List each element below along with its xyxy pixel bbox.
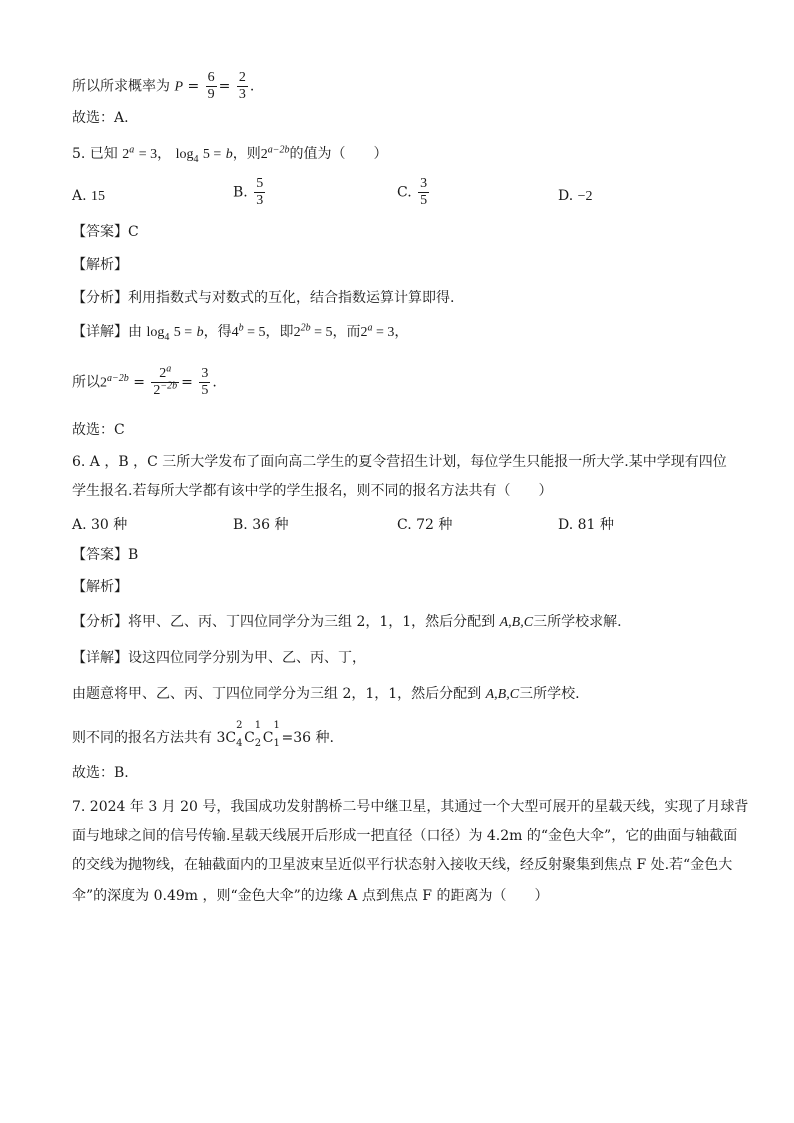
exp-a: a xyxy=(129,144,135,156)
log-base: 4 xyxy=(164,331,170,343)
fraction-result xyxy=(199,366,210,399)
comb-c4-2: 2 4 xyxy=(236,720,243,749)
p-variable: P xyxy=(174,79,184,95)
frac-den xyxy=(151,380,179,399)
q5-answer xyxy=(72,222,139,242)
grouping-end: 三所学校. xyxy=(519,686,580,702)
frac-den: 3 xyxy=(256,193,264,208)
xj-text: = 5，即 xyxy=(243,325,294,340)
answer-value: B xyxy=(128,547,139,563)
var-b: b xyxy=(225,147,233,162)
q5-fenxi xyxy=(72,288,454,308)
xiangjie-tag: 【详解】 xyxy=(72,324,128,340)
frac-den: 9 xyxy=(207,87,215,102)
answer-value: C xyxy=(128,224,139,240)
q5-option-c xyxy=(397,176,431,209)
xiangjie-tag: 【详解】 xyxy=(72,650,128,666)
fraction-power-ratio xyxy=(151,363,179,399)
eq-three: = 3， xyxy=(138,147,172,162)
q5-stem xyxy=(72,144,388,165)
frac-num: 3 xyxy=(201,366,209,381)
fenxi-end: 三所学校求解. xyxy=(533,614,622,630)
frac-num: 5 xyxy=(256,176,264,191)
q6-stem-line2: 学生报名.若每所大学都有该中学的学生报名，则不同的报名方法共有（ ） xyxy=(72,483,553,499)
fraction-six-ninths xyxy=(206,70,217,103)
opt-label: B. xyxy=(233,184,248,201)
so-prefix: 所以 xyxy=(72,374,100,391)
frac-den: 5 xyxy=(201,383,209,398)
probability-line: 所以所求概率为 P = $\frac{6}{9}$ = $\frac{2}{3}$ . xyxy=(72,70,255,102)
fenxi-text: 将甲、乙、丙、丁四位同学分为三组 2，1，1，然后分配到 xyxy=(128,614,496,630)
prob-prefix: 所以所求概率为 xyxy=(72,78,170,95)
exp-a: a xyxy=(166,363,172,375)
q5-option-b xyxy=(233,176,267,209)
base-two: 2 xyxy=(260,147,268,162)
log-arg: 5 = xyxy=(173,325,193,340)
grouping-text: 由题意将甲、乙、丙、丁四位同学分为三组 2，1，1，然后分配到 xyxy=(72,686,482,702)
q6-count xyxy=(72,720,334,749)
count-result: =36 种. xyxy=(281,730,334,746)
fenxi-text: 利用指数式与对数式的互化，结合指数运算计算即得. xyxy=(128,290,455,306)
xj-text: ，得 xyxy=(203,324,232,340)
fenxi-tag: 【分析】 xyxy=(72,290,128,306)
q5-xiangjie xyxy=(72,322,408,343)
q7-stem-line1: 7. 2024 年 3 月 20 号，我国成功发射鹊桥二号中继卫星，其通过一个大型可展开的星载天线，实现了月球背 xyxy=(72,799,749,815)
frac-den: 5 xyxy=(420,193,428,208)
opt-label: A. xyxy=(72,188,87,204)
q6-option-a: A. 30 种 xyxy=(72,517,128,533)
frac-num: 3 xyxy=(420,176,428,191)
fraction-three-fifths xyxy=(418,176,429,209)
abc-vars: A,B,C xyxy=(485,687,520,702)
opt-label: C. xyxy=(397,184,412,201)
q5-tail: 的值为（ ） xyxy=(289,146,388,162)
answer-tag: 【答案】 xyxy=(72,224,128,240)
exp-expr: a−2b xyxy=(267,144,290,156)
base-two: 2 xyxy=(159,366,167,381)
frac-num: 2 xyxy=(238,70,246,85)
var-b: b xyxy=(196,325,204,340)
then-text: ，则 xyxy=(232,146,261,162)
exp-2b: 2b xyxy=(300,322,311,334)
q4-choose: 故选：A. xyxy=(72,110,129,126)
fenxi-tag: 【分析】 xyxy=(72,614,128,630)
q5-option-d xyxy=(558,188,593,205)
fraction-two-thirds xyxy=(237,70,248,103)
log-arg: 5 = xyxy=(202,147,222,162)
q6-option-d: D. 81 种 xyxy=(558,517,614,533)
base-two: 2 xyxy=(293,325,301,340)
q7-stem-line3: 的交线为抛物线，在轴截面内的卫星波束呈近似平行状态射入接收天线，经反射聚集到焦点 F 处.若“金色大 xyxy=(72,857,733,873)
xj-text: = 3， xyxy=(372,325,409,340)
comb-c: C xyxy=(244,730,255,746)
opt-value: 15 xyxy=(91,189,106,204)
q6-option-b: B. 36 种 xyxy=(233,517,289,533)
q7-stem-line4: 伞”的深度为 0.49m ，则“金色大伞”的边缘 A 点到焦点 F 的距离为（ ） xyxy=(72,888,549,904)
q6-answer xyxy=(72,545,138,565)
q5-analysis-tag: 【解析】 xyxy=(72,257,128,273)
base-two: 2 xyxy=(100,375,107,391)
exp-expr: a−2b xyxy=(107,372,129,384)
base-two: 2 xyxy=(153,383,161,398)
abc-vars: A,B,C xyxy=(499,615,534,630)
exp-b: b xyxy=(238,322,244,334)
q5-choose: 故选：C xyxy=(72,422,125,438)
frac-num: 6 xyxy=(207,70,215,85)
base-two: 2 xyxy=(122,147,130,162)
comb-c: C xyxy=(262,730,274,746)
opt-label: D. xyxy=(558,188,574,204)
q5-prefix: 5. 已知 xyxy=(72,146,118,162)
log-base: 4 xyxy=(193,153,199,165)
comb-c2-1: 1 2 xyxy=(254,720,262,749)
opt-value: −2 xyxy=(577,189,593,204)
exp-neg-2b: −2b xyxy=(160,380,178,392)
frac-den: 3 xyxy=(238,87,246,102)
q6-fenxi xyxy=(72,612,622,633)
log-text: log xyxy=(146,325,165,340)
q6-option-c: C. 72 种 xyxy=(397,517,453,533)
fraction-five-thirds xyxy=(254,176,265,209)
count-prefix: 则不同的报名方法共有 3C xyxy=(72,730,237,746)
base-two: 2 xyxy=(360,325,368,340)
base-four: 4 xyxy=(231,325,239,340)
q6-analysis-tag: 【解析】 xyxy=(72,579,128,595)
q5-option-a xyxy=(72,188,105,205)
q6-grouping xyxy=(72,684,580,705)
q6-choose: 故选：B. xyxy=(72,765,129,781)
log-text: log xyxy=(175,147,194,162)
q6-xiangjie xyxy=(72,648,366,668)
answer-tag: 【答案】 xyxy=(72,547,128,563)
exp-a: a xyxy=(367,322,373,334)
q6-stem-line1: 6. A ，B ，C 三所大学发布了面向高二学生的夏令营招生计划，每位学生只能报一所大学.某中学现有四位 xyxy=(72,454,727,470)
q7-stem-line2: 面与地球之间的信号传输.星载天线展开后形成一把直径（口径）为 4.2m 的“金色大伞”，它的曲面与轴截面 xyxy=(72,828,738,844)
q5-result: 所以$2^{a-2b}$ = $\frac{2^a}{2^{-2b}}$ = $\frac{3}{5}$ . xyxy=(72,363,217,398)
xiangjie-text: 设这四位同学分别为甲、乙、丙、丁， xyxy=(128,650,366,666)
xj-text: 由 xyxy=(128,324,142,340)
comb-c1-1: 1 1 xyxy=(273,720,280,749)
xj-text: = 5，而 xyxy=(310,325,361,340)
